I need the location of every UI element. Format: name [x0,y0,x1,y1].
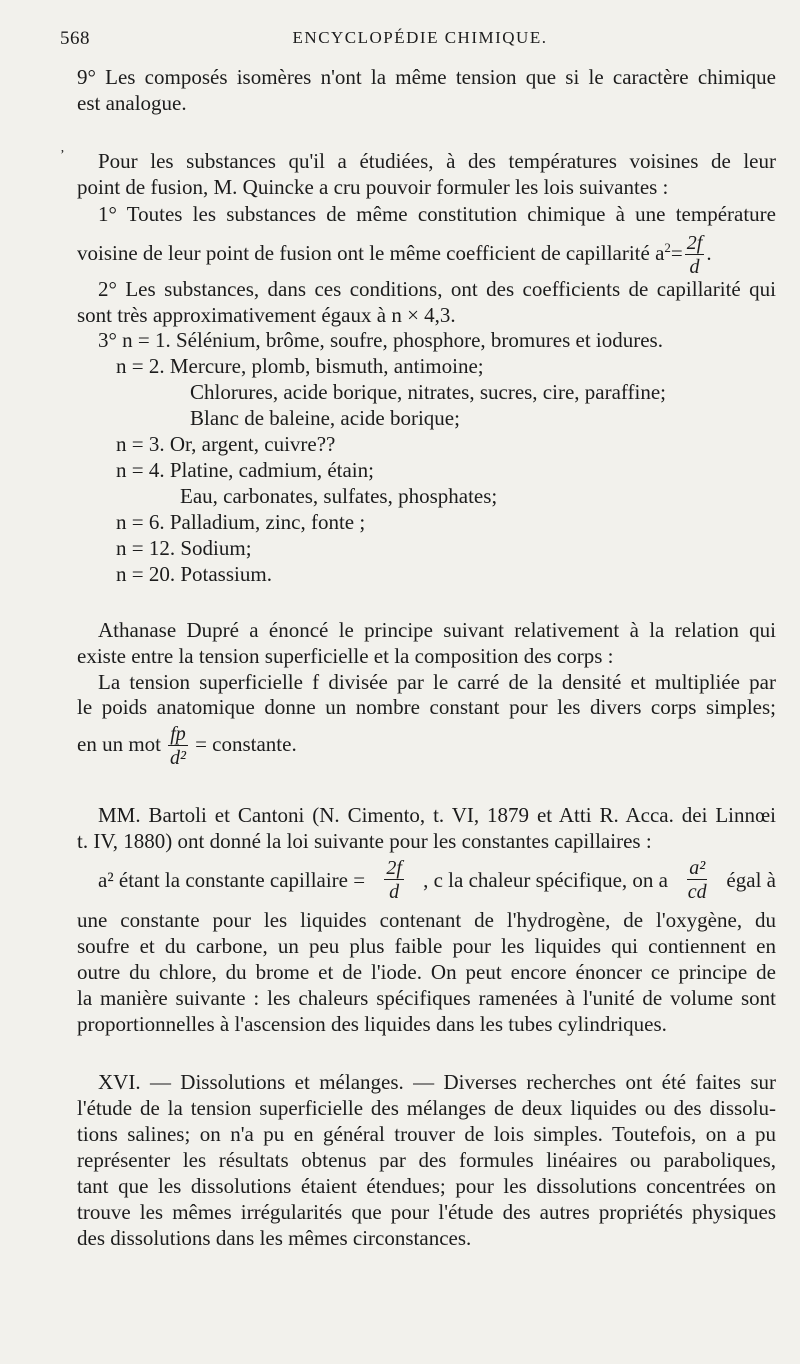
text-line: proportionnelles à l'ascension des liquides dans les tubes cylindriques. [77,1012,667,1036]
page-number: 568 [60,28,90,49]
text-line: existe entre la tension superficielle et la composition des corps : [77,644,614,668]
text-line: point de fusion, M. Quincke a cru pouvoir formuler les lois suivantes : [77,175,669,199]
line-text: a² étant la constante capillaire = [98,868,366,892]
margin-mark: ʼ [60,148,65,163]
text-line: n = 12. Sodium; [116,536,252,560]
text-line: n = 4. Platine, cadmium, étain; [116,458,374,482]
text-line: une constante pour les liquides contenant de l'hydrogène, de l'oxygène, du [77,908,776,932]
text-line: Blanc de baleine, acide borique; [190,406,460,430]
text-line: Athanase Dupré a énoncé le principe suivant relativement à la relation qui [98,618,776,642]
formula-line [77,226,712,277]
line-text: égal à [726,868,776,892]
text-line: n = 3. Or, argent, cuivre?? [116,432,336,456]
denominator: d [689,256,700,279]
text-line: est analogue. [77,91,187,115]
formula-line [77,720,297,768]
text-line: 2° Les substances, dans ces conditions, ont des coefficients de capillarité qui [98,277,776,301]
text-line: tions salines; on n'a pu en général trouver de lois simples. Toutefois, on a pu [77,1122,776,1146]
page-header [60,28,780,54]
fraction [687,858,707,902]
running-title: ENCYCLOPÉDIE CHIMIQUE. [292,28,548,47]
text-line: le poids anatomique donne un nombre constant pour les divers corps simples; [77,695,776,719]
text-line: 3° n = 1. Sélénium, brôme, soufre, phosphore, bromures et iodures. [98,328,663,352]
equals-sign: = [670,241,683,265]
line-text: = constante. [195,732,297,756]
text-line: n = 6. Palladium, zinc, fonte ; [116,510,366,534]
text-line: 9° Les composés isomères n'ont la même tension que si le caractère chimique [77,65,776,89]
numerator: 2f [386,857,402,879]
text-line: n = 2. Mercure, plomb, bismuth, antimoine; [116,354,484,378]
period: . [706,241,712,265]
line-text: , c la chaleur spécifique, on a [423,868,668,892]
text-line: l'étude de la tension superficielle des mélanges de deux liquides ou des dissolu- [77,1096,776,1120]
text-line: des dissolutions dans les mêmes circonstances. [77,1226,472,1250]
exponent: 2 [664,240,671,255]
text-line: 1° Toutes les substances de même constitution chimique à une température [98,202,776,226]
denominator: d² [170,747,187,770]
numerator: a² [689,857,706,879]
text-line: t. IV, 1880) ont donné la loi suivante pour les constantes capillaires : [77,829,652,853]
denominator: d [389,881,400,903]
fraction [384,858,404,902]
text-line: tant que les dissolutions étaient étendues; pour les dissolutions concentrées on [77,1174,776,1198]
text-line: Chlorures, acide borique, nitrates, sucres, cire, paraffine; [190,380,667,404]
numerator: 2f [686,232,703,255]
text-line: représenter les résultats obtenus par des formules linéaires ou paraboliques, [77,1148,776,1172]
text-line: outre du chlore, du brome et de l'iode. On peut encore énoncer ce principe de [77,960,776,984]
text-line: MM. Bartoli et Cantoni (N. Cimento, t. VI, 1879 et Atti R. Acca. dei Linnœi [98,803,776,827]
denominator: cd [687,881,707,903]
text-line: la manière suivante : les chaleurs spécifiques ramenées à l'unité de volume sont [77,986,776,1010]
fraction [685,233,705,277]
numerator: fp [170,723,186,746]
fraction [168,724,188,768]
section-heading-line: XVI. — Dissolutions et mélanges. — Diverses recherches ont été faites sur [98,1070,776,1094]
text-line: n = 20. Potassium. [116,562,272,586]
line-text: en un mot [77,732,161,756]
text-line: sont très approximativement égaux à n × 4,3. [77,303,456,327]
text-line: soufre et du carbone, un peu plus faible pour les liquides qui contiennent en [77,934,776,958]
formula-line [98,856,776,904]
text-line: Pour les substances qu'il a étudiées, à des températures voisines de leur [98,149,776,173]
text-line: Eau, carbonates, sulfates, phosphates; [180,484,498,508]
text-line: trouve les mêmes irrégularités que pour l'étude des autres propriétés physiques [77,1200,776,1224]
text-line: La tension superficielle f divisée par le carré de la densité et multipliée par [98,670,776,694]
line-text: voisine de leur point de fusion ont le même coefficient de capillarité a [77,241,665,265]
